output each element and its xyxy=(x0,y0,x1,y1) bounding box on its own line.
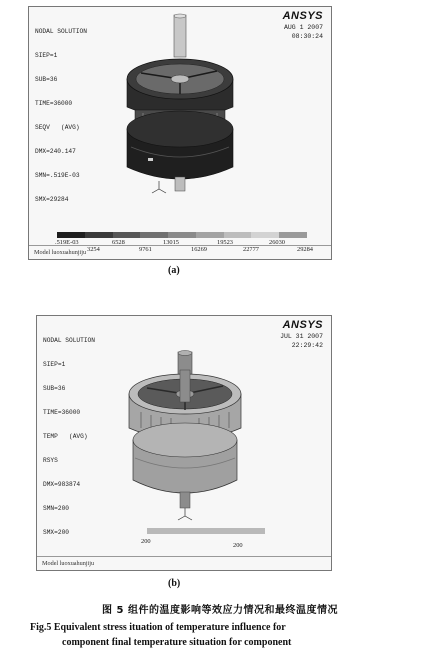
figure-caption-chinese: 图 5 组件的温度影响等效应力情况和最终温度情况 xyxy=(102,605,338,616)
legend-value-max: 200 xyxy=(233,542,243,549)
legend-swatch xyxy=(140,232,168,238)
legend-swatch xyxy=(279,232,307,238)
info-line: SEQV (AVG) xyxy=(35,124,80,131)
figure-b-time: 22:29:42 xyxy=(291,342,323,349)
info-line: RSYS xyxy=(43,457,58,464)
legend-swatch xyxy=(251,232,279,238)
figure-a-stress-model xyxy=(29,7,331,259)
info-line: NODAL SOLUTION xyxy=(43,337,95,344)
legend-value: 29284 xyxy=(297,246,313,253)
legend-swatch xyxy=(168,232,196,238)
legend-swatch xyxy=(196,232,224,238)
info-line: SMX=29284 xyxy=(35,196,69,203)
legend-value: 16269 xyxy=(191,246,207,253)
figure-a-time: 08:30:24 xyxy=(291,33,323,40)
figure-caption-english xyxy=(0,620,440,650)
legend-value: 3254 xyxy=(87,246,100,253)
legend-value: 13015 xyxy=(163,239,179,246)
legend-value: .519E-03 xyxy=(55,239,79,246)
divider xyxy=(29,245,331,246)
info-line: SMN=200 xyxy=(43,505,69,512)
figure-b-color-legend xyxy=(147,528,265,534)
info-line: SIEP=1 xyxy=(43,361,66,368)
figure-b-date: JUL 31 2007 xyxy=(280,333,323,340)
figure-a-label: (a) xyxy=(168,265,180,276)
info-line: DMX=983874 xyxy=(43,481,81,488)
figure-a-panel xyxy=(28,6,332,260)
legend-value: 6528 xyxy=(112,239,125,246)
caption-english-line-2: component final temperature situation for component xyxy=(62,637,292,648)
figure-a-model-name: Model luoxuahunjiju xyxy=(34,249,87,256)
legend-value: 9761 xyxy=(139,246,152,253)
info-line: TIME=36000 xyxy=(35,100,73,107)
legend-swatch xyxy=(113,232,141,238)
divider xyxy=(37,556,331,557)
info-line: SUB=36 xyxy=(35,76,58,83)
info-line: DMX=240.147 xyxy=(35,148,76,155)
info-line: SUB=36 xyxy=(43,385,66,392)
info-line: TEMP (AVG) xyxy=(43,433,88,440)
info-line: SMN=.519E-03 xyxy=(35,172,80,179)
info-line: SIEP=1 xyxy=(35,52,58,59)
info-line: TIME=36000 xyxy=(43,409,81,416)
legend-swatch xyxy=(224,232,252,238)
legend-value: 19523 xyxy=(217,239,233,246)
figure-b-panel xyxy=(36,315,332,571)
legend-swatch xyxy=(57,232,85,238)
figure-b-label: (b) xyxy=(168,578,181,589)
figure-a-date: AUG 1 2007 xyxy=(283,24,323,31)
legend-value-min: 200 xyxy=(141,538,151,545)
legend-swatch xyxy=(85,232,113,238)
ansys-logo: ANSYS xyxy=(282,10,323,22)
legend-value: 26030 xyxy=(269,239,285,246)
info-line: SMX=200 xyxy=(43,529,69,536)
ansys-logo: ANSYS xyxy=(282,319,323,331)
info-line: NODAL SOLUTION xyxy=(35,28,87,35)
caption-english-line-1: Fig.5 Equivalent stress ituation of temperature influence for xyxy=(30,622,286,633)
figure-b-model-name: Model luoxuahunjiju xyxy=(42,560,95,567)
legend-value: 22777 xyxy=(243,246,259,253)
